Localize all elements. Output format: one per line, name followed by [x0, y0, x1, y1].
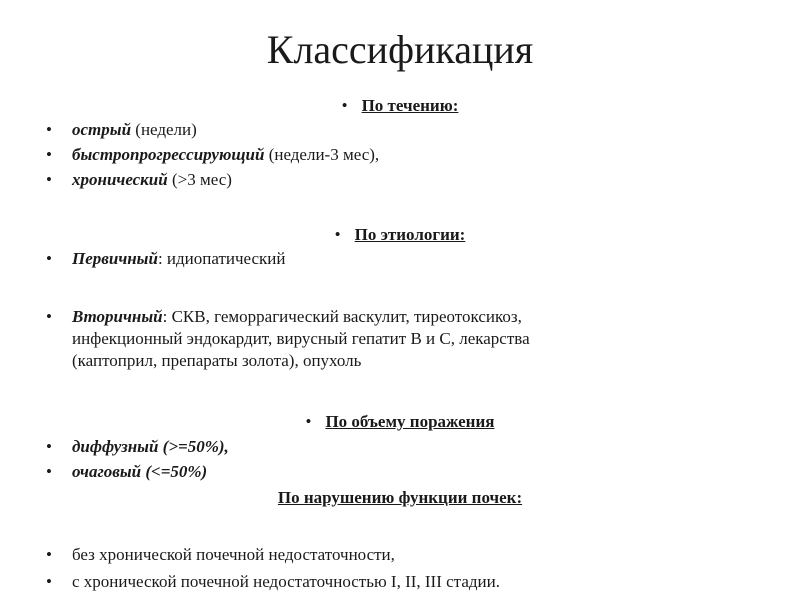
etiology-detail: инфекционный эндокардит, вирусный гепатит В и С, лекарства [72, 329, 530, 348]
course-heading-label: По течению: [361, 96, 459, 115]
etiology-detail: : идиопатический [157, 249, 286, 268]
course-term: хронический [72, 170, 168, 189]
bullet-icon: • [46, 249, 52, 268]
kidney-function-item: без хронической почечной недостаточности, [72, 545, 395, 564]
bullet-icon: • [46, 462, 52, 481]
bullet-icon: • [341, 96, 348, 115]
etiology-term: Вторичный [72, 307, 163, 326]
kidney-function-heading-label: По нарушению функции почек: [277, 488, 523, 507]
extent-item: очаговый (<=50%) [72, 462, 208, 481]
course-term: острый [72, 120, 132, 139]
slide-title: Классификация [266, 27, 534, 72]
kidney-function-item: с хронической почечной недостаточностью I, II, III стадии. [72, 572, 500, 591]
etiology-detail: (каптоприл, препараты золота), опухоль [72, 351, 362, 370]
course-heading [0, 95, 800, 117]
bullet-icon: • [46, 307, 52, 326]
extent-heading-label: По объему поражения [325, 412, 495, 431]
course-detail: (>3 мес) [167, 170, 232, 189]
extent-heading [0, 411, 800, 433]
bullet-icon: • [46, 545, 52, 564]
etiology-heading [0, 224, 800, 246]
etiology-term: Первичный [72, 249, 158, 268]
etiology-heading-label: По этиологии: [354, 225, 466, 244]
bullet-icon: • [46, 437, 52, 456]
bullet-icon: • [334, 225, 341, 244]
bullet-icon: • [46, 170, 52, 189]
course-detail: (недели-3 мес), [264, 145, 380, 164]
bullet-icon: • [46, 120, 52, 139]
bullet-icon: • [305, 412, 312, 431]
course-term: быстропрогрессирующий [72, 145, 265, 164]
kidney-function-heading [0, 487, 800, 509]
bullet-icon: • [46, 145, 52, 164]
extent-item: диффузный (>=50%), [72, 437, 229, 456]
etiology-detail: : СКВ, геморрагический васкулит, тиреотоксикоз, [162, 307, 522, 326]
bullet-icon: • [46, 572, 52, 591]
course-detail: (недели) [131, 120, 197, 139]
